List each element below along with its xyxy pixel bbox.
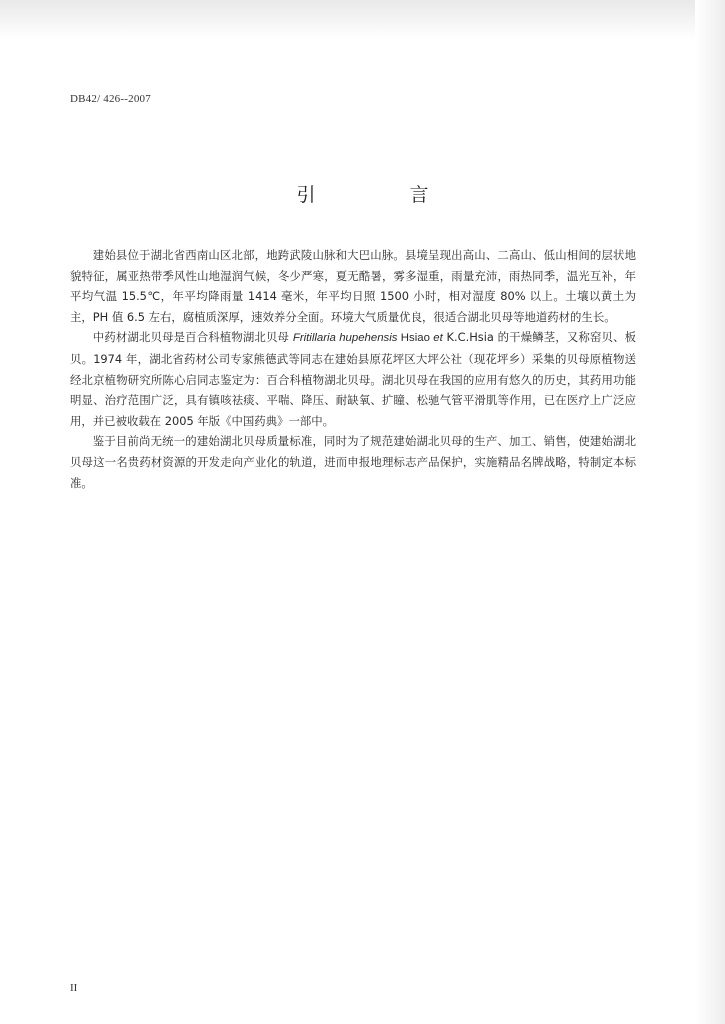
author-name: Hsiao	[397, 332, 434, 345]
species-name: Fritillaria hupehensis	[292, 332, 398, 345]
paragraph-2-after: K.C.Hsia 的干燥鳞茎，又称窑贝、板贝。1974 年，湖北省药材公司专家熊德武等同志在建始县原花坪区大坪公社（现花坪乡）采集的贝母原植物送经北京植物研究所陈心启同志鉴定为：百合科植物湖北贝母。湖北贝母在我国的应用有悠久的历史，其药用功能明显、治疗范围广泛，具有镇咳祛痰、平喘、降压、耐缺氧、扩瞳、松驰气管平滑肌等作用，已在医疗上广泛应用，并已被收载在 2005 年版《中国药典》一部中。	[70, 330, 637, 428]
page-title: 引 言	[296, 184, 473, 206]
document-code: DB42/ 426--2007	[70, 93, 151, 105]
paragraph-1: 建始县位于湖北省西南山区北部，地跨武陵山脉和大巴山脉。县境呈现出高山、二高山、低山相间的层状地貌特征，属亚热带季风性山地湿润气候，冬少严寒，夏无酷暑，雾多湿重，雨量充沛，雨热同季，温光互补，年平均气温 15.5℃，年平均降雨量 1414 毫米，年平均日照 1500 小时，相对湿度 80% 以上。土壤以黄土为主，PH 值 6.5 左右，腐植质深厚，速效养分全面。环境大气质量优良，很适合湖北贝母等地道药材的生长。	[70, 248, 636, 324]
paragraph-2	[70, 327, 636, 431]
scan-shadow-right	[695, 0, 725, 1024]
et-text: et	[433, 332, 443, 345]
paragraph-3: 鉴于目前尚无统一的建始湖北贝母质量标准，同时为了规范建始湖北贝母的生产、加工、销售，使建始湖北贝母这一名贵药材资源的开发走向产业化的轨道，进而申报地理标志产品保护，实施精品名牌战略，特制定本标准。	[70, 434, 636, 490]
scan-shadow-top	[0, 0, 725, 40]
paragraph-2-before: 中药材湖北贝母是百合科植物湖北贝母	[92, 330, 293, 345]
body-text	[70, 245, 636, 493]
page-number: II	[70, 982, 78, 994]
